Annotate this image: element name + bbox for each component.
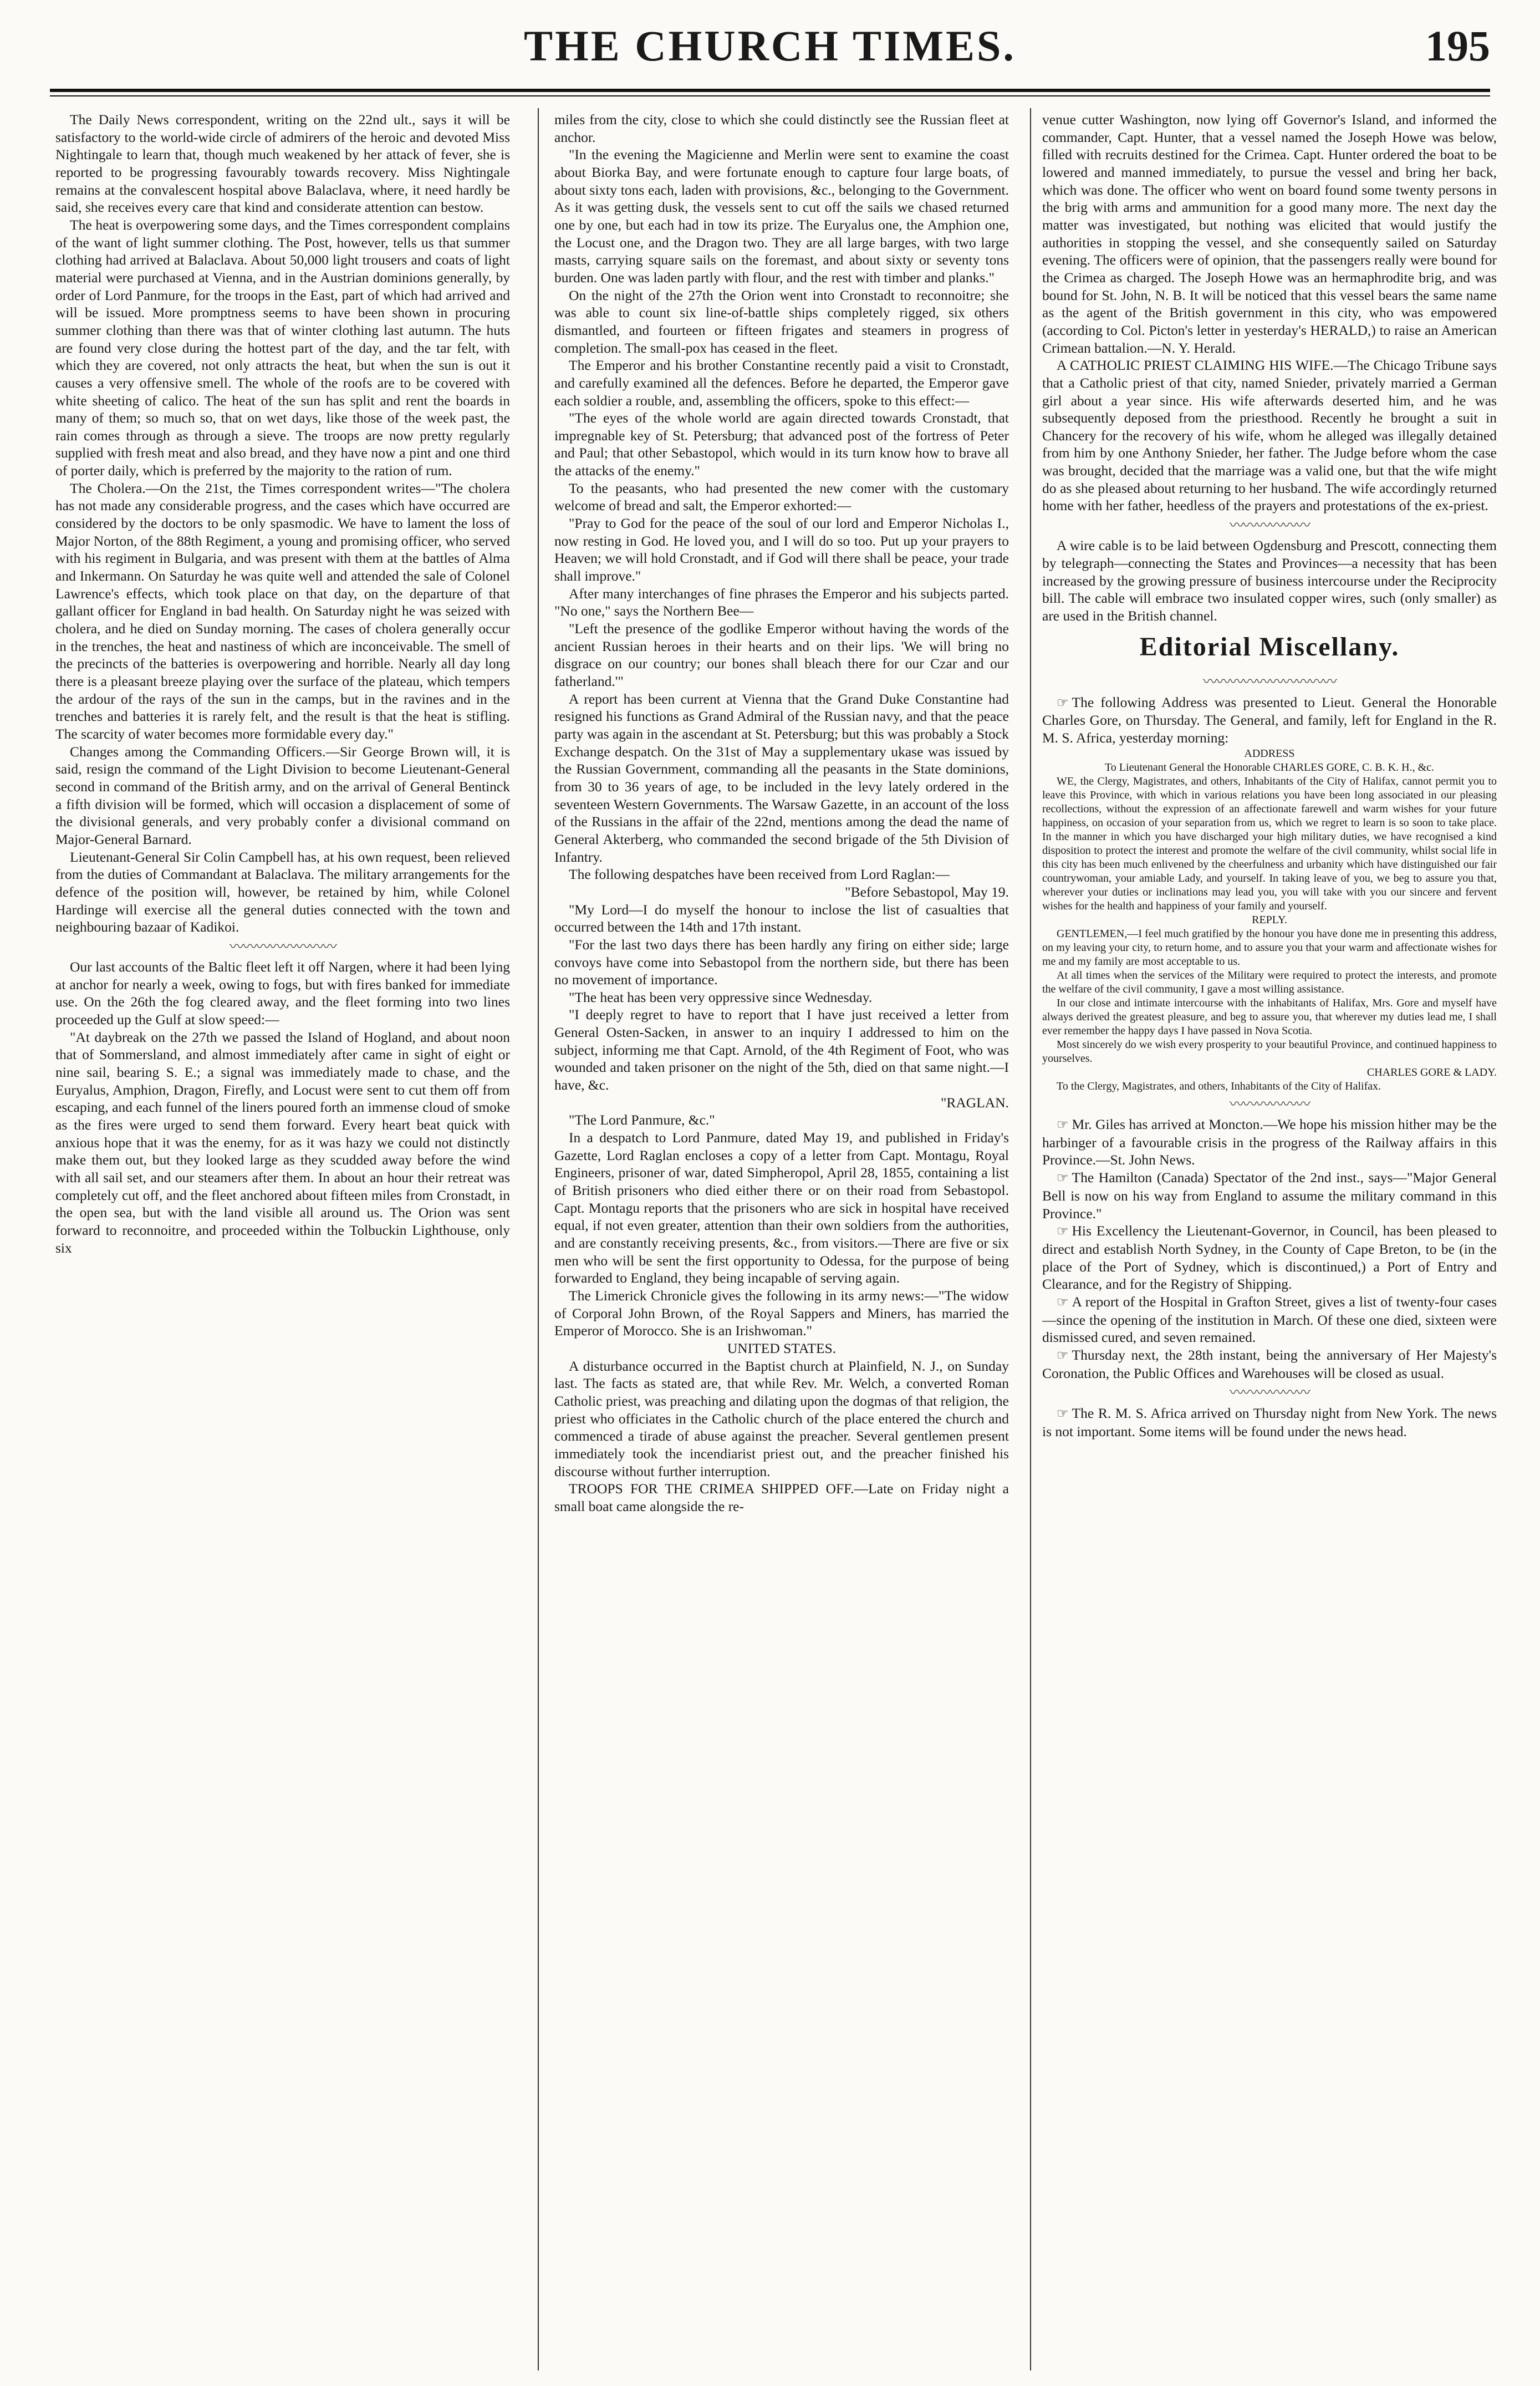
article-paragraph: "The Lord Panmure, &c." [569, 1112, 715, 1128]
reply-signature: CHARLES GORE & LADY. [1366, 1066, 1497, 1078]
reply-paragraph: At all times when the services of the Military were required to protect the interests, and promote the welfare of the civil community, I gave a most willing assistance. [1042, 969, 1497, 995]
despatch-signature: "RAGLAN. [940, 1094, 1009, 1111]
reply-recipient: To the Clergy, Magistrates, and others, Inhabitants of the City of Halifax. [1057, 1080, 1381, 1092]
column-divider [538, 108, 539, 2370]
article-paragraph: miles from the city, close to which she could distinctly see the Russian fleet at anchor. [554, 111, 1009, 145]
section-separator: 〰〰〰〰〰〰 [1229, 517, 1309, 534]
column-3 [1042, 111, 1497, 2368]
page-number: 195 [1425, 22, 1490, 70]
news-note: ☞ The Hamilton (Canada) Spectator of the 2nd inst., says—"Major General Bell is now on his way from England to assume the military command in this Province." [1042, 1169, 1497, 1222]
article-paragraph: "In the evening the Magicienne and Merlin were sent to examine the coast about Biorka Bay, and were fortunate enough to capture four large boats, of about sixty tons each, laden with provisions, &c., belonging to the Government. As it was getting dusk, the vessels sent to cut off the sails we chased returned one by one, but each had in tow its prize. The Euryalus one, the Amphion one, the Locust one, and the Dragon two. They are all large barges, with two large masts, carrying square sails on the foremast, and about sixty or seventy tons burden. One was laden partly with flour, and the rest with timber and planks." [554, 146, 1009, 286]
article-paragraph: "Pray to God for the peace of the soul of our lord and Emperor Nicholas I., now resting in God. He loved you, and I will do so too. Put up your prayers to Heaven; we will hold Cronstadt, and if God will there shall be peace, your trade shall improve." [554, 515, 1009, 584]
address-body: WE, the Clergy, Magistrates, and others, Inhabitants of the City of Halifax, cannot permit you to leave this Province, with which in various relations you have been long associated in our pleasing recollections, without the expression of an affectionate farewell and warm wishes for your future happiness, on occasion of your separation from us, which we regret to learn is so soon to take place. In the manner in which you have discharged your high military duties, we have recognised a kind disposition to protect the interest and promote the welfare of the civil community, whilst social life in this city has been much enlivened by the cheerfulness and urbanity which have distinguished our fair countrywoman, your amiable Lady, and yourself. In taking leave of you, we beg to assure you that, wherever your duties or inclinations may lead you, you will take with you our sincere and fervent wishes for the health and happiness of your family and yourself. [1042, 775, 1497, 912]
article-paragraph: After many interchanges of fine phrases the Emperor and his subjects parted. "No one," says the Northern Bee— [554, 585, 1009, 619]
news-note: ☞ Thursday next, the 28th instant, being the anniversary of Her Majesty's Coronation, the Public Offices and Warehouses will be closed as usual. [1042, 1347, 1497, 1381]
reply-paragraph: GENTLEMEN,—I feel much gratified by the honour you have done me in presenting this address, on my leaving your city, to return home, and to assure you that your warm and affectionate wishes for me and my family are most acceptable to us. [1042, 927, 1497, 968]
article-paragraph: On the night of the 27th the Orion went into Cronstadt to reconnoitre; she was able to count six line-of-battle ships completely rigged, six others dismantled, and fourteen or fifteen frigates and steamers in progress of completion. The small-pox has ceased in the fleet. [554, 287, 1009, 356]
news-note: ☞ Mr. Giles has arrived at Moncton.—We hope his mission hither may be the harbinger of a favourable crisis in the progress of the Railway affairs in this Province.—St. John News. [1042, 1116, 1497, 1168]
section-separator: 〰〰〰〰〰〰〰〰 [229, 938, 336, 955]
article-paragraph: "For the last two days there has been hardly any firing on either side; large convoys have come into Sebastopol from the northern side, but there has been no movement of importance. [554, 936, 1009, 988]
address-intro: ☞ The following Address was presented to Lieut. General the Honorable Charles Gore, on Thursday. The General, and family, left for England in the R. M. S. Africa, yesterday morning: [1042, 694, 1497, 746]
article-paragraph: "At daybreak on the 27th we passed the Island of Hogland, and about noon that of Sommersland, and almost immediately after came in sight of eight or nine sail, bearing S. E.; a signal was immediately made to chase, and the Euryalus, Amphion, Dragon, Firefly, and Locust were sent to cut them off from escaping, and each funnel of the liners poured forth an immense cloud of smoke as the fires were urged to send them forward. Every heart beat quick with anxious hope that it was the enemy, for as it was hazy we could not distinctly make them out, but they looked large as they scudded away before the wind with all sail set, and our steamers after them. In about an hour their retreat was completely cut off, and the fleet anchored about fifteen miles from Cronstadt, in the open sea, but with the land visible all around us. The Orion was sent forward to reconnoitre, and proceeded within the Tolbuckin Lighthouse, only six [55, 1029, 510, 1256]
address-recipient: To Lieutenant General the Honorable CHARLES GORE, C. B. K. H., &c. [1104, 761, 1435, 774]
header-rule-thin [50, 95, 1490, 96]
article-paragraph: A CATHOLIC PRIEST CLAIMING HIS WIFE.—The Chicago Tribune says that a Catholic priest of that city, named Snieder, privately married a German girl about a year since. His wife afterwards deserted him, and he was subsequently deposed from the priesthood. Recently he brought a suit in Chancery for the recovery of his wife, whom he alleged was illegally detained from him by one Anthony Snieder, her father. The Judge before whom the case was brought, decided that the marriage was a valid one, but that the wife might do as she pleased about returning to her husband. The wife accordingly returned home with her father, heedless of the prayers and protestations of the ex-priest. [1042, 357, 1497, 514]
section-separator: 〰〰〰〰〰〰 [1229, 1096, 1309, 1112]
pointing-hand-icon: ☞ [1057, 1117, 1069, 1132]
column-2 [554, 111, 1009, 2368]
reply-paragraph: Most sincerely do we wish every prosperity to your beautiful Province, and continued happiness to yourselves. [1042, 1038, 1497, 1065]
section-separator: 〰〰〰〰〰〰〰〰〰〰 [1202, 674, 1336, 690]
pointing-hand-icon: ☞ [1057, 1171, 1069, 1186]
reply-title: REPLY. [1252, 913, 1287, 926]
section-separator: 〰〰〰〰〰〰 [1229, 1385, 1309, 1401]
header-rule [50, 89, 1490, 92]
article-paragraph: A wire cable is to be laid between Ogdensburg and Prescott, connecting them by telegraph—connecting the States and Provinces—a necessity that has been increased by the growing pressure of business intercourse under the Reciprocity bill. The cable will embrace two insulated copper wires, such (only smaller) as are used in the British channel. [1042, 537, 1497, 624]
article-paragraph: A report has been current at Vienna that the Grand Duke Constantine had resigned his functions as Grand Admiral of the Russian navy, and that the peace party was again in the ascendant at St. Petersburg; but this was probably a Stock Exchange despatch. On the 31st of May a supplementary ukase was issued by the Russian Government, commanding all the peasants in the State dominions, from 30 to 36 years of age, to be included in the levy lately ordered in the seventeen Western Governments. The Warsaw Gazette, in an account of the loss of the Russians in the affair of the 22nd, mentions among the dead the name of General Akterberg, who commanded the second brigade of the 5th Division of Infantry. [554, 690, 1009, 865]
article-paragraph: "The heat has been very oppressive since Wednesday. [569, 989, 873, 1005]
article-paragraph: "My Lord—I do myself the honour to inclose the list of casualties that occurred between the 14th and 17th instant. [554, 901, 1009, 935]
column-1 [55, 111, 510, 2368]
address-title: ADDRESS [1244, 747, 1295, 760]
article-paragraph: TROOPS FOR THE CRIMEA SHIPPED OFF.—Late on Friday night a small boat came alongside the re- [554, 1481, 1009, 1514]
article-paragraph: The heat is overpowering some days, and the Times correspondent complains of the want of light summer clothing. The Post, however, tells us that summer clothing had arrived at Balaclava. About 50,000 light trousers and coats of light material were purchased at Vienna, and in the Austrian dominions generally, by order of Lord Panmure, for the troops in the East, part of which had arrived and will be issued. More promptness seems to have been shown in procuring summer clothing than there was that of winter clothing last autumn. The huts are found very close during the hottest part of the day, and the tar felt, with which they are covered, not only attracts the heat, but when the sun is out it causes a very offensive smell. The whole of the roofs are to be covered with white sheeting of calico. The heat of the sun has split and rent the boards in many of them; so much so, that on wet days, like those of the week past, the rain comes through as through a sieve. The troops are now pretty regularly supplied with fresh meat and also bread, and they have now a pint and one third of porter daily, which is preferred by the majority to the ration of rum. [55, 216, 510, 479]
pointing-hand-icon: ☞ [1057, 695, 1069, 710]
news-note: ☞ The R. M. S. Africa arrived on Thursday night from New York. The news is not important. Some items will be found under the news head. [1042, 1405, 1497, 1439]
column-divider [1030, 108, 1031, 2370]
pointing-hand-icon: ☞ [1057, 1224, 1069, 1239]
news-note: ☞ His Excellency the Lieutenant-Governor, in Council, has been pleased to direct and establish North Sydney, in the County of Cape Breton, to be (in the place of the Port of Sydney, which is discontinued,) a Port of Entry and Clearance, and for the Registry of Shipping. [1042, 1223, 1497, 1293]
article-paragraph: The following despatches have been received from Lord Raglan:— [569, 866, 950, 883]
section-heading: Editorial Miscellany. [1139, 632, 1400, 662]
article-paragraph: Changes among the Commanding Officers.—Sir George Brown will, it is said, resign the command of the Light Division to become Lieutenant-General second in command of the British army, and on the arrival of General Bentinck a fifth division will be formed, which will occasion a displacement of some of the divisional generals, and very probably confer a divisional command on Major-General Barnard. [55, 743, 510, 847]
article-paragraph: A disturbance occurred in the Baptist church at Plainfield, N. J., on Sunday last. The facts as stated are, that while Rev. Mr. Welch, a converted Roman Catholic priest, was preaching and dilating upon the dogmas of that religion, the priest who officiates in the Catholic church of the place entered the church and commenced a tirade of abuse against the preacher. Several gentlemen present immediately took the incendiarist priest out, and the preacher finished his discourse without further interruption. [554, 1357, 1009, 1479]
pointing-hand-icon: ☞ [1057, 1349, 1069, 1364]
article-paragraph: venue cutter Washington, now lying off Governor's Island, and informed the commander, Capt. Hunter, that a vessel named the Joseph Howe was below, filled with recruits destined for the Crimea. Capt. Hunter ordered the boat to be lowered and manned immediately, to pursue the vessel and bring her back, which was done. The officer who went on board found some twenty persons in the brig with arms and ammunition for a good many more. The next day the matter was investigated, but nothing was elicited that would justify the authorities in stopping the vessel, and she consequently sailed on Saturday evening. The officers were of opinion, that the passengers really were bound for the Crimea as charged. The Joseph Howe was an hermaphrodite brig, and was bound for St. John, N. B. It will be noticed that this vessel bears the same name as the agent of the British government in this city, who was empowered (according to Col. Picton's letter in yesterday's HERALD,) to raise an American Crimean battalion.—N. Y. Herald. [1042, 111, 1497, 356]
news-note: ☞ A report of the Hospital in Grafton Street, gives a list of twenty-four cases—since the opening of the institution in March. Of these one died, sixteen were dismissed cured, and seven remained. [1042, 1293, 1497, 1346]
article-paragraph: "The eyes of the whole world are again directed towards Cronstadt, that impregnable key of St. Petersburg; that advanced post of the fortress of Peter and Paul; that other Sebastopol, which would in its turn know how to brave all the attacks of the enemy." [554, 410, 1009, 479]
article-paragraph: The Limerick Chronicle gives the following in its army news:—"The widow of Corporal John Brown, of the Royal Sappers and Miners, has married the Emperor of Morocco. She is an Irishwoman." [554, 1287, 1009, 1339]
despatch-dateline: "Before Sebastopol, May 19. [845, 883, 1009, 900]
page-title: THE CHURCH TIMES. [524, 22, 1016, 70]
article-paragraph: Lieutenant-General Sir Colin Campbell has, at his own request, been relieved from the duties of Commandant at Balaclava. The military arrangements for the defence of the position will, however, be retained by him, while Colonel Hardinge will exercise all the general duties connected with the town and neighbouring bazaar of Kadikoi. [55, 848, 510, 935]
pointing-hand-icon: ☞ [1057, 1406, 1069, 1421]
article-paragraph: The Daily News correspondent, writing on the 22nd ult., says it will be satisfactory to the world-wide circle of admirers of the heroic and devoted Miss Nightingale to learn that, though much weakened by her attack of fever, she is reported to be progressing favourably towards recovery. Miss Nightingale remains at the convalescent hospital above Balaclava, where, it need hardly be said, she receives every care that kind and considerate attention can bestow. [55, 111, 510, 216]
article-paragraph: "Left the presence of the godlike Emperor without having the words of the ancient Russian heroes in their hearts and on their lips. 'We will bring no disgrace on our country; our bones shall bleach there for our Czar and our fatherland.'" [554, 620, 1009, 689]
masthead [50, 17, 1490, 78]
article-paragraph: Our last accounts of the Baltic fleet left it off Nargen, where it had been lying at anchor for nearly a week, owing to fogs, but with fires banked for immediate use. On the 26th the fog cleared away, and the fleet forming into two lines proceeded up the Gulf at slow speed:— [55, 959, 510, 1028]
section-subheading: UNITED STATES. [727, 1340, 837, 1356]
pointing-hand-icon: ☞ [1057, 1295, 1069, 1310]
article-paragraph: To the peasants, who had presented the new comer with the customary welcome of bread and salt, the Emperor exhorted:— [554, 480, 1009, 514]
article-paragraph: The Cholera.—On the 21st, the Times correspondent writes—"The cholera has not made any considerable progress, and the cases which have occurred are considered by the doctors to be only spasmodic. We have to lament the loss of Major Norton, of the 88th Regiment, a young and promising officer, who served with his regiment in Bulgaria, and was present with them at the battles of Alma and Inkermann. On Saturday he was quite well and attended the sale of Colonel Lawrence's effects, which took place on that day, on the departure of that gallant officer for England in bad health. On Saturday night he was seized with cholera, and he died on Sunday morning. The cases of cholera generally occur in the trenches, the heat and nastiness of which are inconceivable. The smell of the precincts of the batteries is overpowering and horrible. Nearly all day long there is a pleasant breeze playing over the surface of the plateau, which tempers the ardour of the rays of the sun in the camps, but in the ravines and in the trenches and batteries it is rarely felt, and the result is that the heat is stifling. The scarcity of water becomes more formidable every day." [55, 480, 510, 742]
reply-paragraph: In our close and intimate intercourse with the inhabitants of Halifax, Mrs. Gore and myself have always derived the greatest pleasure, and beg to assure you, that wherever my duties lead me, I shall ever remember the happy days I have passed in Nova Scotia. [1042, 996, 1497, 1037]
article-paragraph: In a despatch to Lord Panmure, dated May 19, and published in Friday's Gazette, Lord Raglan encloses a copy of a letter from Capt. Montagu, Royal Engineers, prisoner of war, dated Simpheropol, April 28, 1855, containing a list of British prisoners who died either there or on their road from Sebastopol. Capt. Montagu reports that the prisoners who are sick in hospital have received equal, if not even greater, attention than their own soldiers from the authorities, and are constantly receiving presents, &c., from visitors.—There are five or six men who will be sent the first opportunity to Odessa, for the purpose of being forwarded to England, they being incapable of serving again. [554, 1130, 1009, 1286]
article-paragraph: "I deeply regret to have to report that I have just received a letter from General Osten-Sacken, in answer to an inquiry I addressed to him on the subject, informing me that Capt. Arnold, of the 4th Regiment of Foot, who was wounded and taken prisoner on the night of the 5th, died on that same night.—I have, &c. [554, 1006, 1009, 1093]
article-paragraph: The Emperor and his brother Constantine recently paid a visit to Cronstadt, and carefully examined all the defences. Before he departed, the Emperor gave each soldier a rouble, and, assembling the officers, spoke to this effect:— [554, 357, 1009, 409]
